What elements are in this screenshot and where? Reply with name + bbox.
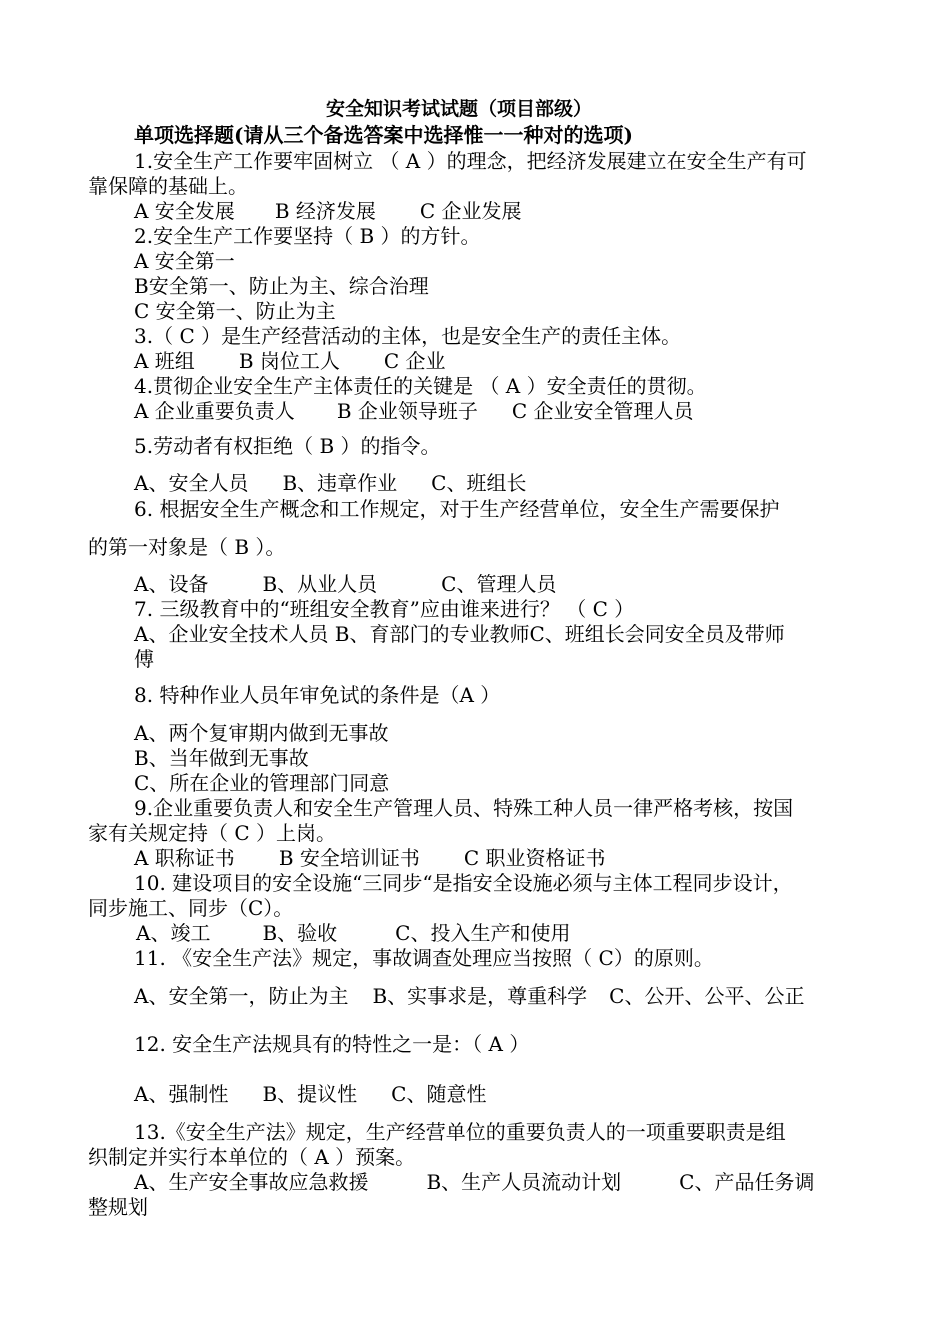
option-a: A 企业重要负责人 <box>134 399 295 423</box>
option-a: A 安全发展 <box>134 199 235 223</box>
question-9-line-2: 家有关规定持（ C ）上岗。 <box>88 821 337 845</box>
document-title: 安全知识考试试题（项目部级） <box>326 98 593 120</box>
question-13-options <box>134 1170 814 1194</box>
question-9-line-1: 9.企业重要负责人和安全生产管理人员、特殊工种人员一律严格考核，按国 <box>134 796 794 820</box>
option-b: B 企业领导班子 <box>336 399 478 423</box>
option-c: C、公开、公平、公正 <box>609 984 805 1008</box>
option-a: A 班组 <box>134 349 195 373</box>
option-b: B、违章作业 <box>282 471 398 495</box>
question-12: 12. 安全生产法规具有的特性之一是：（ A ） <box>134 1032 530 1056</box>
option-a: A 职称证书 <box>134 846 235 870</box>
question-8: 8. 特种作业人员年审免试的条件是（A ） <box>134 683 501 707</box>
option-c: C、产品任务调 <box>679 1170 815 1194</box>
question-3-options <box>134 349 446 373</box>
option-b: B、验收 <box>262 921 338 945</box>
question-13-line-2: 织制定并实行本单位的（ A ）预案。 <box>88 1145 416 1169</box>
question-7: 7. 三级教育中的“班组安全教育”应由谁来进行？ （ C ） <box>134 597 635 621</box>
option-b: B、提议性 <box>262 1082 358 1106</box>
option-c: C 企业安全管理人员 <box>511 399 694 423</box>
option-a: A、强制性 <box>134 1082 229 1106</box>
question-2-option-a: A 安全第一 <box>134 249 235 273</box>
question-6-options <box>134 572 556 596</box>
question-8-option-a: A、两个复审期内做到无事故 <box>134 721 389 745</box>
option-b: B、从业人员 <box>262 572 378 596</box>
question-10-line-1: 10. 建设项目的安全设施“三同步“是指安全设施必须与主体工程同步设计， <box>134 871 793 895</box>
question-8-option-b: B、当年做到无事故 <box>134 746 309 770</box>
question-12-options <box>134 1082 486 1106</box>
question-9-options <box>134 846 606 870</box>
question-2: 2.安全生产工作要坚持（ B ）的方针。 <box>134 224 481 248</box>
option-b: B 安全培训证书 <box>278 846 420 870</box>
question-7-options-line-2: 傅 <box>134 647 154 671</box>
question-6-line-1: 6. 根据安全生产概念和工作规定，对于生产经营单位，安全生产需要保护 <box>134 497 780 521</box>
option-c: C、班组长 <box>431 471 527 495</box>
question-8-option-c: C、所在企业的管理部门同意 <box>134 771 390 795</box>
question-10-options <box>136 921 570 945</box>
question-5-options <box>134 471 526 495</box>
option-a: A、竣工 <box>136 921 211 945</box>
option-b: B 经济发展 <box>274 199 376 223</box>
question-10-line-2: 同步施工、同步（C）。 <box>88 896 294 920</box>
question-13-line-1: 13.《安全生产法》规定，生产经营单位的重要负责人的一项重要职责是组 <box>134 1120 786 1144</box>
option-c: C 职业资格证书 <box>463 846 606 870</box>
option-a: A、安全人员 <box>134 471 249 495</box>
question-11-options <box>134 984 804 1008</box>
option-c: C 企业 <box>383 349 446 373</box>
section-heading: 单项选择题(请从三个备选答案中选择惟一一种对的选项) <box>134 123 633 147</box>
question-2-option-c: C 安全第一、防止为主 <box>134 299 336 323</box>
option-c: C、投入生产和使用 <box>395 921 571 945</box>
option-a: A、设备 <box>134 572 209 596</box>
option-b: B 岗位工人 <box>238 349 340 373</box>
question-2-option-b: B安全第一、防止为主、综合治理 <box>134 274 429 298</box>
question-1-options <box>134 199 522 223</box>
option-a: A、安全第一，防止为主 <box>134 984 349 1008</box>
option-c: C 企业发展 <box>419 199 522 223</box>
question-3: 3.（ C ）是生产经营活动的主体，也是安全生产的责任主体。 <box>134 324 682 348</box>
question-5: 5.劳动者有权拒绝（ B ）的指令。 <box>134 434 441 458</box>
question-4-options <box>134 399 694 423</box>
option-a: A、生产安全事故应急救援 <box>134 1170 369 1194</box>
option-b: B、实事求是，尊重科学 <box>372 984 588 1008</box>
question-13-options-line-2: 整规划 <box>88 1195 148 1219</box>
question-6-line-2: 的第一对象是（ B ）。 <box>88 535 286 559</box>
question-4: 4.贯彻企业安全生产主体责任的关键是 （ A ）安全责任的贯彻。 <box>134 374 707 398</box>
option-c: C、随意性 <box>391 1082 487 1106</box>
question-11: 11. 《安全生产法》规定，事故调查处理应当按照（ C）的原则。 <box>134 946 714 970</box>
question-1-line-2: 靠保障的基础上。 <box>88 174 248 198</box>
option-c: C、管理人员 <box>441 572 557 596</box>
option-b: B、生产人员流动计划 <box>426 1170 622 1194</box>
question-7-options-line-1: A、企业安全技术人员 B、育部门的专业教师C、班组长会同安全员及带师 <box>134 622 785 646</box>
question-1-line-1: 1.安全生产工作要牢固树立 （ A ）的理念，把经济发展建立在安全生产有可 <box>134 149 807 173</box>
